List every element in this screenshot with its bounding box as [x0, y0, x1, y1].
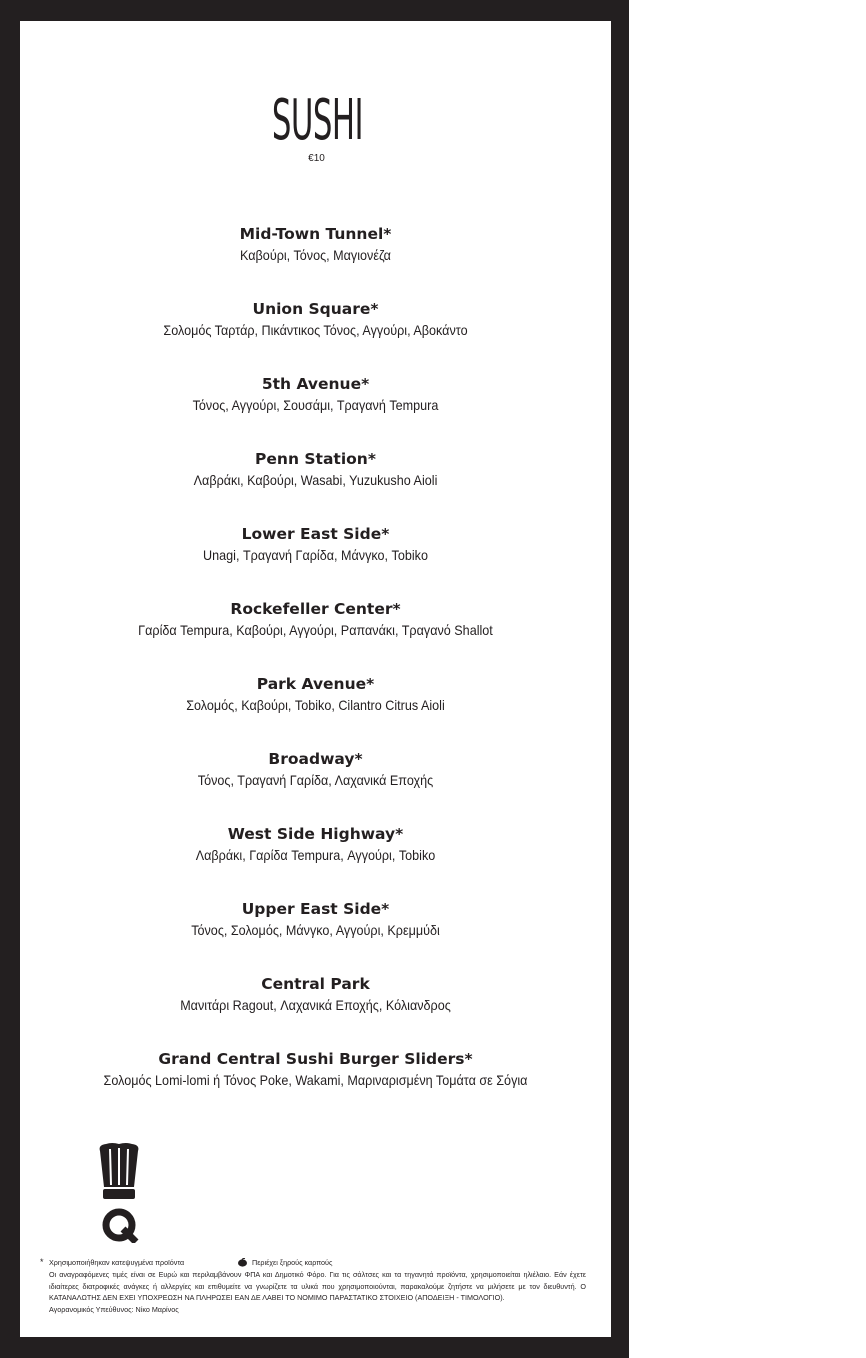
market-supervisor: Αγορανομικός Υπεύθυνος: Νίκο Μαρίνος	[49, 1304, 179, 1314]
menu-title: SUSHI	[271, 88, 364, 153]
legal-notice: Οι αναγραφόμενες τιμές είναι σε Ευρώ και περιλαμβάνουν ΦΠΑ και Δημοτικό Φόρο. Για τις σάλτσες και τα τηγανητά προϊόντα, χρησιμοποιείται ηλιέλαιο. Εάν έχετε ιδιαίτερες διατροφικές ανάγκες ή αλλεργίες και επιθυμείτε να γνωρίζετε τα υλικά που χρησιμοποιούνται, παρακαλούμε ζητήστε να μιλήσετε με τον διευθυντή. Ο ΚΑΤΑΝΑΛΩΤΗΣ ΔΕΝ ΕΧΕΙ ΥΠΟΧΡΕΩΣΗ ΝΑ ΠΛΗΡΩΣΕΙ ΕΑΝ ΔΕ ΛΑΒΕΙ ΤΟ ΝΟΜΙΜΟ ΠΑΡΑΣΤΑΤΙΚΟ ΣΤΟΙΧΕΙΟ (ΑΠΟΔΕΙΞΗ - ΤΙΜΟΛΟΓΙΟ).	[49, 1270, 586, 1302]
menu-item-name: Grand Central Sushi Burger Sliders*	[158, 1050, 473, 1068]
menu-item	[20, 223, 611, 298]
footer-legend	[40, 1257, 586, 1269]
menu-item-name: Union Square*	[252, 300, 379, 318]
menu-item-name: Central Park	[261, 975, 370, 993]
menu-item-description: Σολομός Lomi-lomi ή Τόνος Poke, Wakami, Μαριναρισμένη Τομάτα σε Σόγια	[103, 1072, 528, 1088]
menu-item	[20, 673, 611, 748]
menu-item-name: Park Avenue*	[256, 675, 375, 693]
menu-item-name: Mid-Town Tunnel*	[239, 225, 392, 243]
menu-item-description: Λαβράκι, Καβούρι, Wasabi, Yuzukusho Aioli	[193, 472, 438, 488]
menu-item	[20, 973, 611, 1048]
menu-item-description: Σολομός, Καβούρι, Tobiko, Cilantro Citrus Aioli	[186, 697, 445, 713]
menu-item-name: Broadway*	[268, 750, 363, 768]
menu-item	[20, 748, 611, 823]
menu-item-name: Rockefeller Center*	[230, 600, 401, 618]
menu-item	[20, 298, 611, 373]
menu-items	[20, 223, 611, 1123]
menu-item-description: Τόνος, Αγγούρι, Σουσάμι, Τραγανή Tempura	[192, 397, 439, 413]
menu-item	[20, 448, 611, 523]
menu-item	[20, 898, 611, 973]
menu-page	[20, 21, 611, 1337]
menu-item-name: Penn Station*	[255, 450, 376, 468]
menu-item	[20, 1048, 611, 1123]
menu-item	[20, 598, 611, 673]
menu-item-description: Γαρίδα Tempura, Καβούρι, Αγγούρι, Ραπανάκι, Τραγανό Shallot	[138, 622, 493, 638]
menu-item-description: Τόνος, Σολομός, Μάνγκο, Αγγούρι, Κρεμμύδι	[191, 922, 440, 938]
menu-item-description: Unagi, Τραγανή Γαρίδα, Μάνγκο, Tobiko	[203, 547, 428, 563]
menu-item	[20, 373, 611, 448]
menu-item	[20, 823, 611, 898]
star-symbol: *	[40, 1257, 44, 1267]
chef-hat-q-logo-icon	[96, 1143, 142, 1243]
menu-item-name: 5th Avenue*	[261, 375, 370, 393]
frozen-products-note: Χρησιμοποιήθηκαν κατεψυγμένα προϊόντα	[49, 1258, 185, 1267]
menu-item-description: Καβούρι, Τόνος, Μαγιονέζα	[240, 247, 391, 263]
menu-item-name: West Side Highway*	[227, 825, 404, 843]
menu-header	[20, 88, 611, 165]
nut-icon	[237, 1258, 248, 1267]
menu-item-description: Λαβράκι, Γαρίδα Tempura, Αγγούρι, Tobiko	[195, 847, 436, 863]
menu-item	[20, 523, 611, 598]
menu-item-description: Τόνος, Τραγανή Γαρίδα, Λαχανικά Εποχής	[197, 772, 434, 788]
menu-item-name: Lower East Side*	[241, 525, 390, 543]
nuts-note: Περιέχει ξηρούς καρπούς	[252, 1258, 333, 1267]
menu-footer	[40, 1257, 586, 1315]
menu-price: €10	[308, 153, 325, 164]
menu-item-description: Μανιτάρι Ragout, Λαχανικά Εποχής, Κόλιανδρος	[180, 997, 451, 1013]
menu-item-description: Σολομός Ταρτάρ, Πικάντικος Τόνος, Αγγούρι, Αβοκάντο	[163, 322, 468, 338]
menu-item-name: Upper East Side*	[241, 900, 390, 918]
